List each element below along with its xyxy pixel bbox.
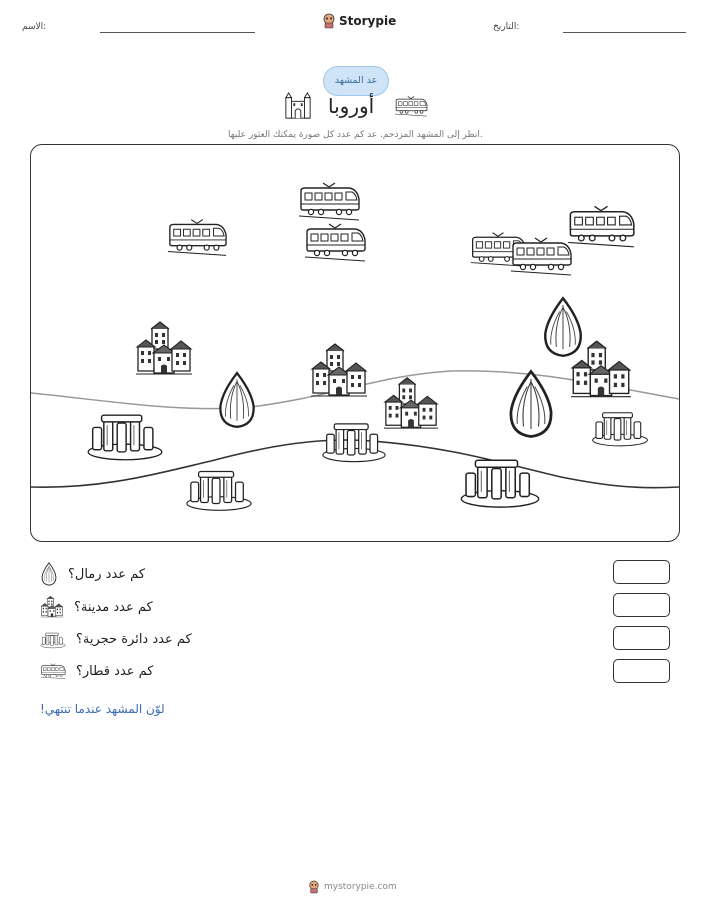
date-line[interactable] [563, 32, 686, 33]
tram-icon [394, 95, 428, 117]
question-row-sand [40, 562, 145, 586]
scene-frame [30, 144, 680, 542]
train-icon [40, 661, 66, 681]
stone-circle-item[interactable] [86, 403, 164, 463]
question-text: كم عدد قطار؟ [76, 663, 154, 679]
stone-circle-icon [40, 628, 66, 650]
castle-icon [284, 92, 312, 120]
city-item[interactable] [381, 375, 441, 433]
question-row-city [40, 595, 153, 619]
city-icon [40, 595, 64, 619]
stone-circle-item[interactable] [321, 413, 387, 465]
date-label: التاريخ: [493, 22, 520, 32]
page-title: أوروبا [328, 94, 375, 118]
answer-box-sand[interactable] [613, 560, 670, 584]
train-item[interactable] [566, 203, 636, 249]
stone-circle-item[interactable] [591, 403, 649, 449]
brand-name: Storypie [339, 14, 397, 28]
train-item[interactable] [303, 221, 367, 263]
footer [308, 880, 397, 894]
city-item[interactable] [307, 341, 371, 401]
brand-logo [322, 13, 396, 29]
sand-item[interactable] [539, 296, 587, 358]
mascot-icon [308, 880, 320, 894]
question-row-train [40, 661, 154, 681]
question-text: كم عدد رمال؟ [68, 566, 146, 582]
question-text: كم عدد مدينة؟ [74, 599, 153, 615]
train-item[interactable] [297, 180, 361, 222]
sand-item[interactable] [215, 371, 259, 429]
question-text: كم عدد دائرة حجرية؟ [76, 631, 192, 647]
mascot-icon [322, 13, 336, 29]
answer-box-train[interactable] [613, 659, 670, 683]
answer-box-city[interactable] [613, 593, 670, 617]
color-instruction: لوّن المشهد عندما تنتهي! [40, 702, 165, 716]
city-item[interactable] [133, 319, 195, 379]
question-row-stone-circle [40, 628, 192, 650]
name-line[interactable] [100, 32, 255, 33]
train-item[interactable] [166, 214, 228, 260]
activity-badge: عد المشهد [323, 66, 389, 96]
stone-circle-item[interactable] [459, 449, 541, 509]
sand-item[interactable] [505, 369, 557, 439]
sand-icon [40, 562, 58, 586]
stone-circle-item[interactable] [185, 461, 253, 513]
name-label: الاسم: [22, 22, 47, 32]
train-item[interactable] [509, 235, 573, 277]
answer-box-stone-circle[interactable] [613, 626, 670, 650]
footer-url[interactable]: mystorypie.com [324, 882, 397, 892]
instruction-text: انظر إلى المشهد المزدحم. عد كم عدد كل صورة يمكنك العثور عليها. [228, 130, 483, 140]
